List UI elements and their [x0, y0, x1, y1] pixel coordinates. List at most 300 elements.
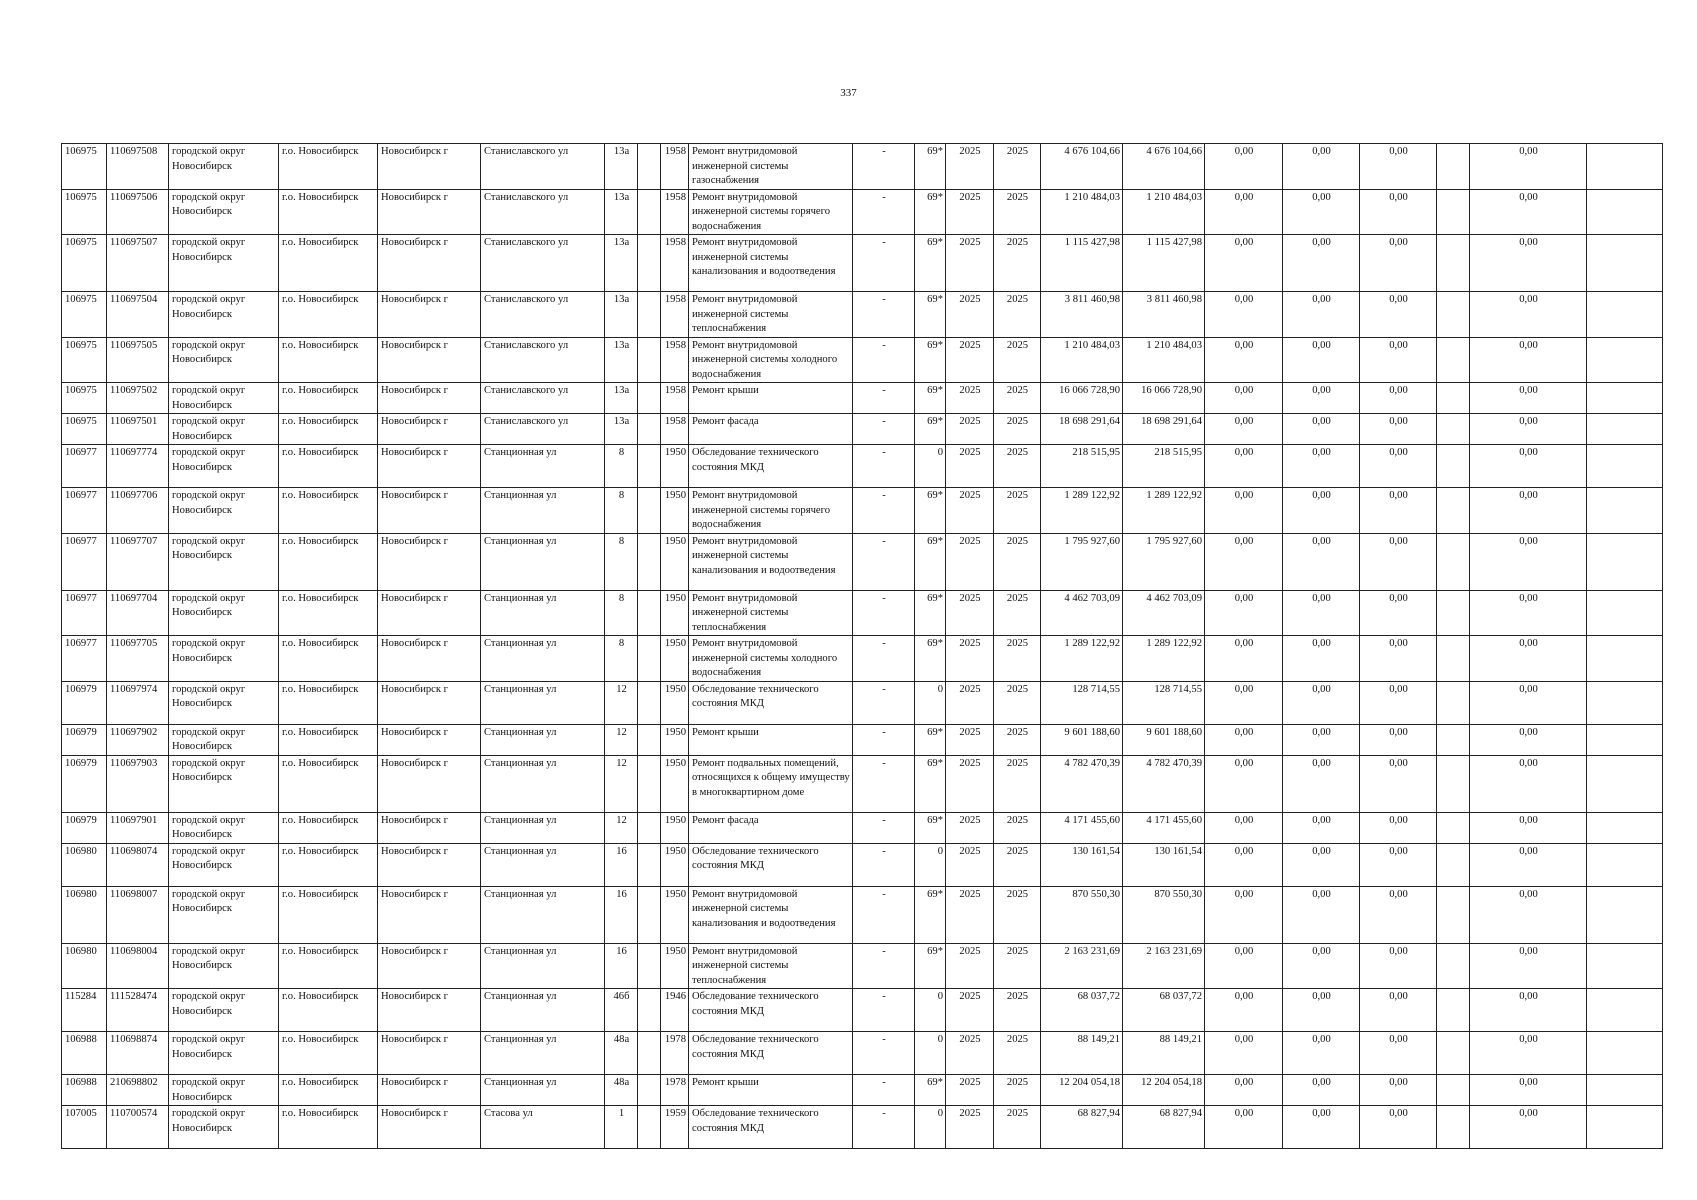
cell-budget-local: 0,00	[1360, 886, 1437, 943]
cell-empty	[1437, 292, 1470, 338]
cell-budget-regional: 0,00	[1283, 235, 1360, 292]
cell-wear: 0	[915, 681, 946, 724]
cell-building	[638, 414, 661, 445]
cell-municipality: городской округ Новосибирск	[169, 843, 279, 886]
cell-year: 1950	[661, 488, 689, 534]
cell-budget-regional: 0,00	[1283, 414, 1360, 445]
cell-budget-regional: 0,00	[1283, 989, 1360, 1032]
cell-year-end: 2025	[994, 533, 1041, 590]
cell-work-id: 111528474	[107, 989, 169, 1032]
cell-budget-federal: 0,00	[1205, 189, 1283, 235]
cell-note	[1587, 1032, 1663, 1075]
cell-district: г.о. Новосибирск	[279, 636, 378, 682]
cell-house-number: 13а	[605, 235, 638, 292]
cell-year: 1946	[661, 989, 689, 1032]
cell-house-number: 12	[605, 755, 638, 812]
cell-year-end: 2025	[994, 943, 1041, 989]
cell-note	[1587, 189, 1663, 235]
cell-house-number: 1	[605, 1106, 638, 1149]
cell-year-start: 2025	[946, 590, 994, 636]
cell-district: г.о. Новосибирск	[279, 235, 378, 292]
cell-year-start: 2025	[946, 812, 994, 843]
cell-wear: 69*	[915, 724, 946, 755]
cell-building	[638, 812, 661, 843]
cell-house-id: 106977	[62, 533, 107, 590]
cell-dash: -	[853, 681, 915, 724]
cell-year: 1950	[661, 943, 689, 989]
table-row	[62, 1106, 1663, 1149]
cell-municipality: городской округ Новосибирск	[169, 292, 279, 338]
cell-building	[638, 843, 661, 886]
cell-cost-total: 9 601 188,60	[1041, 724, 1123, 755]
cell-settlement: Новосибирск г	[378, 488, 481, 534]
cell-work-type: Ремонт внутридомовой инженерной системы газоснабжения	[689, 144, 853, 190]
cell-building	[638, 533, 661, 590]
cell-house-number: 8	[605, 488, 638, 534]
cell-budget-federal: 0,00	[1205, 886, 1283, 943]
cell-house-id: 106979	[62, 724, 107, 755]
cell-budget-local: 0,00	[1360, 235, 1437, 292]
cell-budget-federal: 0,00	[1205, 989, 1283, 1032]
cell-work-type: Обследование технического состояния МКД	[689, 843, 853, 886]
cell-year-start: 2025	[946, 1032, 994, 1075]
cell-house-id: 106979	[62, 812, 107, 843]
cell-street: Станционная ул	[481, 533, 605, 590]
cell-cost-total: 68 827,94	[1041, 1106, 1123, 1149]
cell-street: Станиславского ул	[481, 144, 605, 190]
cell-wear: 69*	[915, 235, 946, 292]
cell-budget-regional: 0,00	[1283, 886, 1360, 943]
table-row	[62, 445, 1663, 488]
cell-house-id: 106979	[62, 755, 107, 812]
cell-work-type: Ремонт внутридомовой инженерной системы канализования и водоотведения	[689, 886, 853, 943]
cell-settlement: Новосибирск г	[378, 812, 481, 843]
cell-work-id: 110698004	[107, 943, 169, 989]
cell-year-end: 2025	[994, 590, 1041, 636]
cell-year-start: 2025	[946, 1075, 994, 1106]
cell-district: г.о. Новосибирск	[279, 755, 378, 812]
cell-year-end: 2025	[994, 337, 1041, 383]
cell-year-end: 2025	[994, 292, 1041, 338]
cell-work-id: 110698007	[107, 886, 169, 943]
cell-house-id: 106975	[62, 144, 107, 190]
cell-work-id: 110697774	[107, 445, 169, 488]
cell-municipality: городской округ Новосибирск	[169, 235, 279, 292]
cell-district: г.о. Новосибирск	[279, 843, 378, 886]
cell-work-type: Обследование технического состояния МКД	[689, 445, 853, 488]
cell-house-number: 16	[605, 843, 638, 886]
cell-municipality: городской округ Новосибирск	[169, 755, 279, 812]
cell-cost-total: 870 550,30	[1041, 886, 1123, 943]
cell-house-id: 106977	[62, 636, 107, 682]
cell-empty	[1437, 414, 1470, 445]
cell-note	[1587, 636, 1663, 682]
cell-year-end: 2025	[994, 886, 1041, 943]
cell-house-number: 13а	[605, 414, 638, 445]
cell-cost-fund: 218 515,95	[1123, 445, 1205, 488]
cell-cost-fund: 3 811 460,98	[1123, 292, 1205, 338]
cell-year: 1950	[661, 533, 689, 590]
cell-cost-total: 4 676 104,66	[1041, 144, 1123, 190]
cell-settlement: Новосибирск г	[378, 1032, 481, 1075]
cell-empty	[1437, 1106, 1470, 1149]
cell-empty	[1437, 843, 1470, 886]
cell-year-start: 2025	[946, 189, 994, 235]
cell-street: Станционная ул	[481, 636, 605, 682]
cell-house-number: 8	[605, 533, 638, 590]
cell-municipality: городской округ Новосибирск	[169, 989, 279, 1032]
cell-budget-regional: 0,00	[1283, 1075, 1360, 1106]
cell-year: 1950	[661, 812, 689, 843]
cell-house-id: 106975	[62, 383, 107, 414]
cell-owners-funds: 0,00	[1470, 636, 1587, 682]
cell-year: 1958	[661, 383, 689, 414]
cell-note	[1587, 383, 1663, 414]
cell-note	[1587, 989, 1663, 1032]
cell-budget-regional: 0,00	[1283, 590, 1360, 636]
cell-year: 1958	[661, 414, 689, 445]
cell-cost-fund: 16 066 728,90	[1123, 383, 1205, 414]
cell-year-end: 2025	[994, 144, 1041, 190]
cell-budget-regional: 0,00	[1283, 533, 1360, 590]
cell-budget-federal: 0,00	[1205, 943, 1283, 989]
cell-cost-total: 1 115 427,98	[1041, 235, 1123, 292]
cell-building	[638, 383, 661, 414]
cell-owners-funds: 0,00	[1470, 590, 1587, 636]
cell-wear: 69*	[915, 292, 946, 338]
cell-building	[638, 144, 661, 190]
cell-dash: -	[853, 292, 915, 338]
cell-wear: 69*	[915, 590, 946, 636]
cell-street: Стасова ул	[481, 1106, 605, 1149]
cell-house-id: 106980	[62, 843, 107, 886]
cell-budget-regional: 0,00	[1283, 1106, 1360, 1149]
table-row	[62, 755, 1663, 812]
cell-house-id: 106988	[62, 1032, 107, 1075]
cell-budget-federal: 0,00	[1205, 636, 1283, 682]
table-row	[62, 812, 1663, 843]
table-row	[62, 337, 1663, 383]
cell-municipality: городской округ Новосибирск	[169, 636, 279, 682]
cell-budget-local: 0,00	[1360, 724, 1437, 755]
cell-year-start: 2025	[946, 414, 994, 445]
cell-year: 1958	[661, 235, 689, 292]
cell-street: Станционная ул	[481, 1075, 605, 1106]
cell-year: 1950	[661, 843, 689, 886]
cell-year: 1978	[661, 1032, 689, 1075]
cell-budget-local: 0,00	[1360, 989, 1437, 1032]
table-row	[62, 724, 1663, 755]
cell-district: г.о. Новосибирск	[279, 414, 378, 445]
cell-settlement: Новосибирск г	[378, 383, 481, 414]
cell-dash: -	[853, 943, 915, 989]
table-row	[62, 681, 1663, 724]
cell-budget-federal: 0,00	[1205, 1106, 1283, 1149]
cell-work-id: 110697504	[107, 292, 169, 338]
cell-district: г.о. Новосибирск	[279, 533, 378, 590]
cell-wear: 69*	[915, 383, 946, 414]
table-row	[62, 886, 1663, 943]
cell-cost-total: 3 811 460,98	[1041, 292, 1123, 338]
cell-owners-funds: 0,00	[1470, 886, 1587, 943]
cell-year: 1950	[661, 636, 689, 682]
cell-cost-total: 4 462 703,09	[1041, 590, 1123, 636]
cell-settlement: Новосибирск г	[378, 1106, 481, 1149]
cell-municipality: городской округ Новосибирск	[169, 724, 279, 755]
cell-street: Станционная ул	[481, 755, 605, 812]
cell-municipality: городской округ Новосибирск	[169, 812, 279, 843]
cell-budget-local: 0,00	[1360, 843, 1437, 886]
cell-building	[638, 1106, 661, 1149]
cell-empty	[1437, 724, 1470, 755]
cell-year-end: 2025	[994, 488, 1041, 534]
cell-note	[1587, 445, 1663, 488]
cell-cost-fund: 1 795 927,60	[1123, 533, 1205, 590]
cell-district: г.о. Новосибирск	[279, 943, 378, 989]
cell-cost-total: 4 782 470,39	[1041, 755, 1123, 812]
cell-cost-total: 130 161,54	[1041, 843, 1123, 886]
cell-year-end: 2025	[994, 724, 1041, 755]
cell-budget-federal: 0,00	[1205, 724, 1283, 755]
cell-year-end: 2025	[994, 1106, 1041, 1149]
cell-settlement: Новосибирск г	[378, 189, 481, 235]
cell-empty	[1437, 337, 1470, 383]
cell-owners-funds: 0,00	[1470, 414, 1587, 445]
cell-year-end: 2025	[994, 843, 1041, 886]
cell-district: г.о. Новосибирск	[279, 1032, 378, 1075]
cell-district: г.о. Новосибирск	[279, 886, 378, 943]
cell-budget-local: 0,00	[1360, 488, 1437, 534]
cell-district: г.о. Новосибирск	[279, 488, 378, 534]
table-row	[62, 843, 1663, 886]
cell-owners-funds: 0,00	[1470, 292, 1587, 338]
cell-year: 1958	[661, 292, 689, 338]
table-body	[62, 144, 1663, 1149]
cell-district: г.о. Новосибирск	[279, 681, 378, 724]
cell-year: 1950	[661, 445, 689, 488]
cell-street: Станиславского ул	[481, 414, 605, 445]
cell-street: Станционная ул	[481, 886, 605, 943]
cell-settlement: Новосибирск г	[378, 636, 481, 682]
cell-empty	[1437, 1075, 1470, 1106]
page-number: 337	[840, 87, 857, 99]
cell-budget-federal: 0,00	[1205, 488, 1283, 534]
cell-note	[1587, 235, 1663, 292]
cell-budget-local: 0,00	[1360, 337, 1437, 383]
cell-owners-funds: 0,00	[1470, 943, 1587, 989]
cell-district: г.о. Новосибирск	[279, 189, 378, 235]
cell-municipality: городской округ Новосибирск	[169, 189, 279, 235]
cell-budget-regional: 0,00	[1283, 337, 1360, 383]
cell-building	[638, 235, 661, 292]
cell-building	[638, 724, 661, 755]
cell-year-start: 2025	[946, 681, 994, 724]
cell-owners-funds: 0,00	[1470, 144, 1587, 190]
cell-street: Станционная ул	[481, 590, 605, 636]
cell-wear: 69*	[915, 636, 946, 682]
cell-work-id: 110697507	[107, 235, 169, 292]
cell-house-number: 16	[605, 943, 638, 989]
cell-building	[638, 292, 661, 338]
cell-cost-total: 1 210 484,03	[1041, 337, 1123, 383]
cell-house-number: 48а	[605, 1032, 638, 1075]
cell-cost-total: 128 714,55	[1041, 681, 1123, 724]
cell-cost-fund: 130 161,54	[1123, 843, 1205, 886]
cell-year: 1959	[661, 1106, 689, 1149]
cell-cost-total: 4 171 455,60	[1041, 812, 1123, 843]
cell-owners-funds: 0,00	[1470, 1106, 1587, 1149]
cell-district: г.о. Новосибирск	[279, 724, 378, 755]
cell-budget-local: 0,00	[1360, 1106, 1437, 1149]
cell-cost-total: 1 289 122,92	[1041, 636, 1123, 682]
cell-dash: -	[853, 189, 915, 235]
cell-work-id: 110697707	[107, 533, 169, 590]
cell-cost-fund: 1 289 122,92	[1123, 636, 1205, 682]
cell-cost-total: 16 066 728,90	[1041, 383, 1123, 414]
cell-year-end: 2025	[994, 414, 1041, 445]
cell-district: г.о. Новосибирск	[279, 337, 378, 383]
cell-work-type: Ремонт внутридомовой инженерной системы горячего водоснабжения	[689, 488, 853, 534]
table-row	[62, 989, 1663, 1032]
cell-house-id: 106975	[62, 292, 107, 338]
cell-cost-fund: 4 676 104,66	[1123, 144, 1205, 190]
cell-year-start: 2025	[946, 724, 994, 755]
cell-house-id: 115284	[62, 989, 107, 1032]
cell-building	[638, 590, 661, 636]
cell-dash: -	[853, 488, 915, 534]
cell-settlement: Новосибирск г	[378, 414, 481, 445]
cell-street: Станиславского ул	[481, 292, 605, 338]
cell-budget-regional: 0,00	[1283, 144, 1360, 190]
cell-note	[1587, 943, 1663, 989]
cell-district: г.о. Новосибирск	[279, 812, 378, 843]
cell-year: 1950	[661, 724, 689, 755]
cell-empty	[1437, 189, 1470, 235]
cell-year-start: 2025	[946, 292, 994, 338]
cell-year: 1950	[661, 886, 689, 943]
cell-year: 1958	[661, 337, 689, 383]
cell-owners-funds: 0,00	[1470, 533, 1587, 590]
cell-budget-federal: 0,00	[1205, 414, 1283, 445]
cell-year-end: 2025	[994, 755, 1041, 812]
cell-house-id: 106979	[62, 681, 107, 724]
cell-house-number: 8	[605, 445, 638, 488]
cell-street: Станционная ул	[481, 1032, 605, 1075]
cell-settlement: Новосибирск г	[378, 292, 481, 338]
table-row	[62, 943, 1663, 989]
cell-note	[1587, 812, 1663, 843]
cell-wear: 0	[915, 1032, 946, 1075]
cell-work-type: Обследование технического состояния МКД	[689, 1106, 853, 1149]
cell-note	[1587, 681, 1663, 724]
cell-empty	[1437, 636, 1470, 682]
cell-settlement: Новосибирск г	[378, 989, 481, 1032]
cell-settlement: Новосибирск г	[378, 886, 481, 943]
cell-house-id: 106975	[62, 414, 107, 445]
cell-note	[1587, 292, 1663, 338]
table-row	[62, 488, 1663, 534]
cell-municipality: городской округ Новосибирск	[169, 337, 279, 383]
cell-note	[1587, 755, 1663, 812]
cell-budget-regional: 0,00	[1283, 943, 1360, 989]
cell-owners-funds: 0,00	[1470, 445, 1587, 488]
cell-year: 1958	[661, 144, 689, 190]
cell-wear: 69*	[915, 337, 946, 383]
cell-note	[1587, 1075, 1663, 1106]
cell-year-start: 2025	[946, 1106, 994, 1149]
cell-street: Станиславского ул	[481, 189, 605, 235]
table-row	[62, 292, 1663, 338]
cell-owners-funds: 0,00	[1470, 383, 1587, 414]
cell-work-id: 110700574	[107, 1106, 169, 1149]
cell-settlement: Новосибирск г	[378, 445, 481, 488]
cell-house-number: 8	[605, 590, 638, 636]
cell-budget-federal: 0,00	[1205, 843, 1283, 886]
cell-year-end: 2025	[994, 445, 1041, 488]
cell-empty	[1437, 445, 1470, 488]
cell-empty	[1437, 886, 1470, 943]
cell-dash: -	[853, 812, 915, 843]
cell-year-end: 2025	[994, 636, 1041, 682]
register-table	[61, 143, 1663, 1149]
cell-empty	[1437, 755, 1470, 812]
cell-house-number: 12	[605, 681, 638, 724]
cell-work-type: Ремонт крыши	[689, 383, 853, 414]
cell-year: 1950	[661, 681, 689, 724]
cell-owners-funds: 0,00	[1470, 812, 1587, 843]
cell-settlement: Новосибирск г	[378, 533, 481, 590]
cell-empty	[1437, 812, 1470, 843]
cell-budget-federal: 0,00	[1205, 383, 1283, 414]
cell-work-id: 110697903	[107, 755, 169, 812]
table-row	[62, 1075, 1663, 1106]
cell-work-type: Ремонт внутридомовой инженерной системы теплоснабжения	[689, 292, 853, 338]
cell-wear: 69*	[915, 943, 946, 989]
cell-dash: -	[853, 337, 915, 383]
cell-year-start: 2025	[946, 488, 994, 534]
cell-house-number: 16	[605, 886, 638, 943]
cell-owners-funds: 0,00	[1470, 189, 1587, 235]
cell-wear: 69*	[915, 189, 946, 235]
cell-district: г.о. Новосибирск	[279, 144, 378, 190]
cell-year-start: 2025	[946, 755, 994, 812]
cell-empty	[1437, 383, 1470, 414]
cell-work-id: 110697974	[107, 681, 169, 724]
cell-cost-total: 1 289 122,92	[1041, 488, 1123, 534]
cell-year-start: 2025	[946, 235, 994, 292]
cell-cost-fund: 9 601 188,60	[1123, 724, 1205, 755]
cell-work-id: 110697502	[107, 383, 169, 414]
cell-street: Станиславского ул	[481, 235, 605, 292]
cell-municipality: городской округ Новосибирск	[169, 144, 279, 190]
cell-budget-local: 0,00	[1360, 383, 1437, 414]
cell-settlement: Новосибирск г	[378, 724, 481, 755]
cell-note	[1587, 144, 1663, 190]
cell-work-id: 110697705	[107, 636, 169, 682]
cell-municipality: городской округ Новосибирск	[169, 681, 279, 724]
cell-municipality: городской округ Новосибирск	[169, 1075, 279, 1106]
cell-note	[1587, 1106, 1663, 1149]
cell-work-id: 110697706	[107, 488, 169, 534]
cell-municipality: городской округ Новосибирск	[169, 414, 279, 445]
table-row	[62, 235, 1663, 292]
cell-note	[1587, 533, 1663, 590]
cell-owners-funds: 0,00	[1470, 488, 1587, 534]
cell-settlement: Новосибирск г	[378, 681, 481, 724]
cell-budget-local: 0,00	[1360, 292, 1437, 338]
cell-empty	[1437, 144, 1470, 190]
cell-owners-funds: 0,00	[1470, 1075, 1587, 1106]
